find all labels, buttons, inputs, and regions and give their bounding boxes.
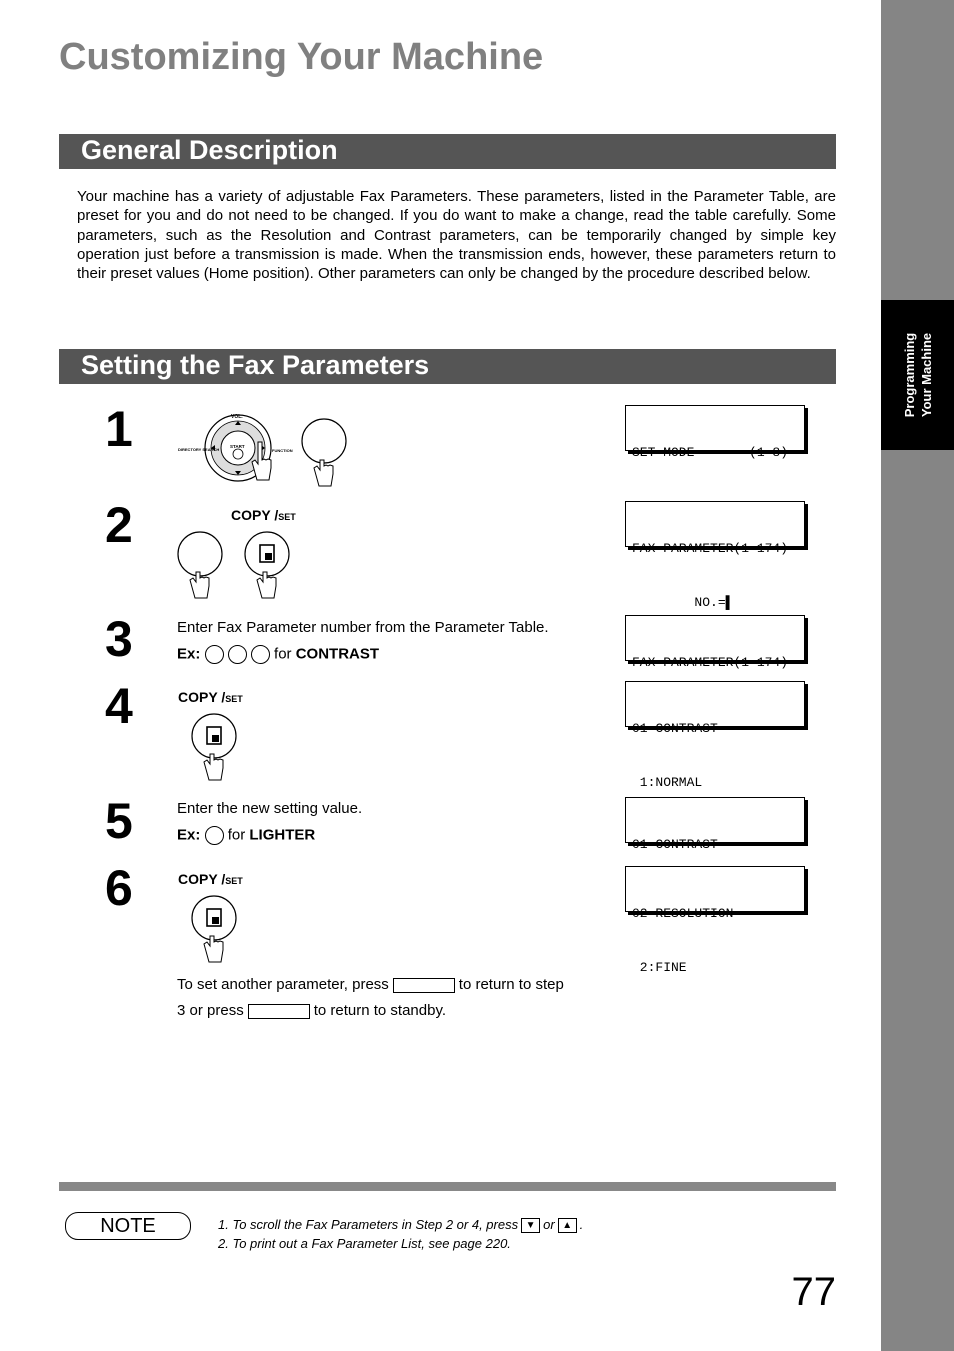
- copy-set-key-icon: [188, 892, 244, 964]
- function-key-icon: [302, 419, 346, 486]
- lcd-line: FAX PARAMETER(1-174): [632, 541, 789, 556]
- lcd-line: 01 CONTRAST: [632, 721, 718, 736]
- intro-paragraph: Your machine has a variety of adjustable Fax Parameters. These parameters, listed in the Parameter Table, are preset for you and do not need to be changed. If you do want to make a change, read the table carefully. Some parameters, such as the Resolution and Contrast parameters, can be temporarily changed by simple key operation just before a transmission is made. When the transmission ends, however, these parameters return to their preset values (Home position). Other parameters can only be changed by the procedure described below.: [77, 188, 836, 283]
- lcd-display: [625, 405, 805, 460]
- section-heading-general: [59, 134, 836, 169]
- step-number: 3: [105, 611, 133, 667]
- svg-text:DIRECTORY SEARCH: DIRECTORY SEARCH: [178, 447, 220, 452]
- copy-set-key-icon: [188, 710, 244, 782]
- function-key-illustration: [176, 404, 356, 490]
- number-key-icon: [251, 645, 270, 664]
- number-key-icon: [205, 826, 224, 845]
- section-heading-text: General Description: [81, 135, 338, 165]
- lcd-display: [625, 797, 805, 852]
- step-number: 2: [105, 497, 133, 553]
- page-number: 77: [791, 1270, 836, 1314]
- step-number: 4: [105, 678, 133, 734]
- up-arrow-icon: ▲: [558, 1218, 577, 1233]
- side-strip: [881, 0, 954, 1351]
- step-after-line2: 3 or press to return to standby.: [177, 1002, 447, 1019]
- chapter-tab-line2: Your Machine: [918, 332, 934, 418]
- lcd-line: NO.=▌: [632, 595, 734, 610]
- lcd-line: 02 RESOLUTION: [632, 906, 734, 921]
- step-number: 5: [105, 793, 133, 849]
- section-heading-text: Setting the Fax Parameters: [81, 350, 430, 380]
- chapter-tab-line1: Programming: [901, 332, 917, 418]
- bottom-divider: [59, 1182, 836, 1191]
- lcd-line: FAX PARAMETER(1-174): [632, 655, 789, 670]
- copy-set-label: COPY /SET: [231, 507, 296, 523]
- note-label: NOTE: [65, 1212, 191, 1240]
- svg-text:FUNCTION: FUNCTION: [272, 448, 293, 453]
- step-instruction: Enter the new setting value.: [177, 800, 363, 817]
- page-title: Customizing Your Machine: [59, 36, 544, 78]
- section-heading-setting: [59, 349, 836, 384]
- lcd-line: SET MODE (1-8): [632, 445, 789, 460]
- lcd-display: [625, 866, 805, 975]
- lcd-line: 2:FINE: [632, 960, 687, 975]
- step-number: 6: [105, 860, 133, 916]
- navigation-dial-icon: [178, 414, 293, 481]
- blank-key-icon: [178, 532, 222, 598]
- lcd-line: 01 CONTRAST: [632, 837, 718, 852]
- svg-text:VOL.: VOL.: [231, 414, 243, 420]
- step-example: Ex: for LIGHTER: [177, 826, 316, 844]
- standby-key: [248, 1004, 310, 1019]
- step-example: Ex: for CONTRAST: [177, 645, 380, 663]
- lcd-display: [625, 681, 805, 790]
- return-step-key: [393, 978, 455, 993]
- step-instruction: Enter Fax Parameter number from the Parameter Table.: [177, 619, 549, 636]
- down-arrow-icon: ▼: [521, 1218, 540, 1233]
- note-item-2: 2. To print out a Fax Parameter List, see page 220.: [218, 1236, 511, 1251]
- copy-set-key-illustration: [176, 528, 296, 600]
- chapter-tab: [881, 300, 954, 450]
- lcd-display: [625, 615, 805, 670]
- number-key-icon: [228, 645, 247, 664]
- svg-text:START: START: [230, 444, 245, 449]
- number-key-icon: [205, 645, 224, 664]
- lcd-display: [625, 501, 805, 610]
- copy-set-label: COPY /SET: [178, 871, 243, 887]
- lcd-line: 1:NORMAL: [632, 775, 703, 790]
- copy-set-label: COPY /SET: [178, 689, 243, 705]
- step-number: 1: [105, 401, 133, 457]
- step-after-line1: To set another parameter, press to return to step: [177, 976, 564, 993]
- copy-set-key-icon: [245, 532, 289, 598]
- note-item-1: 1. To scroll the Fax Parameters in Step 2 or 4, press ▼ or ▲ .: [218, 1217, 584, 1232]
